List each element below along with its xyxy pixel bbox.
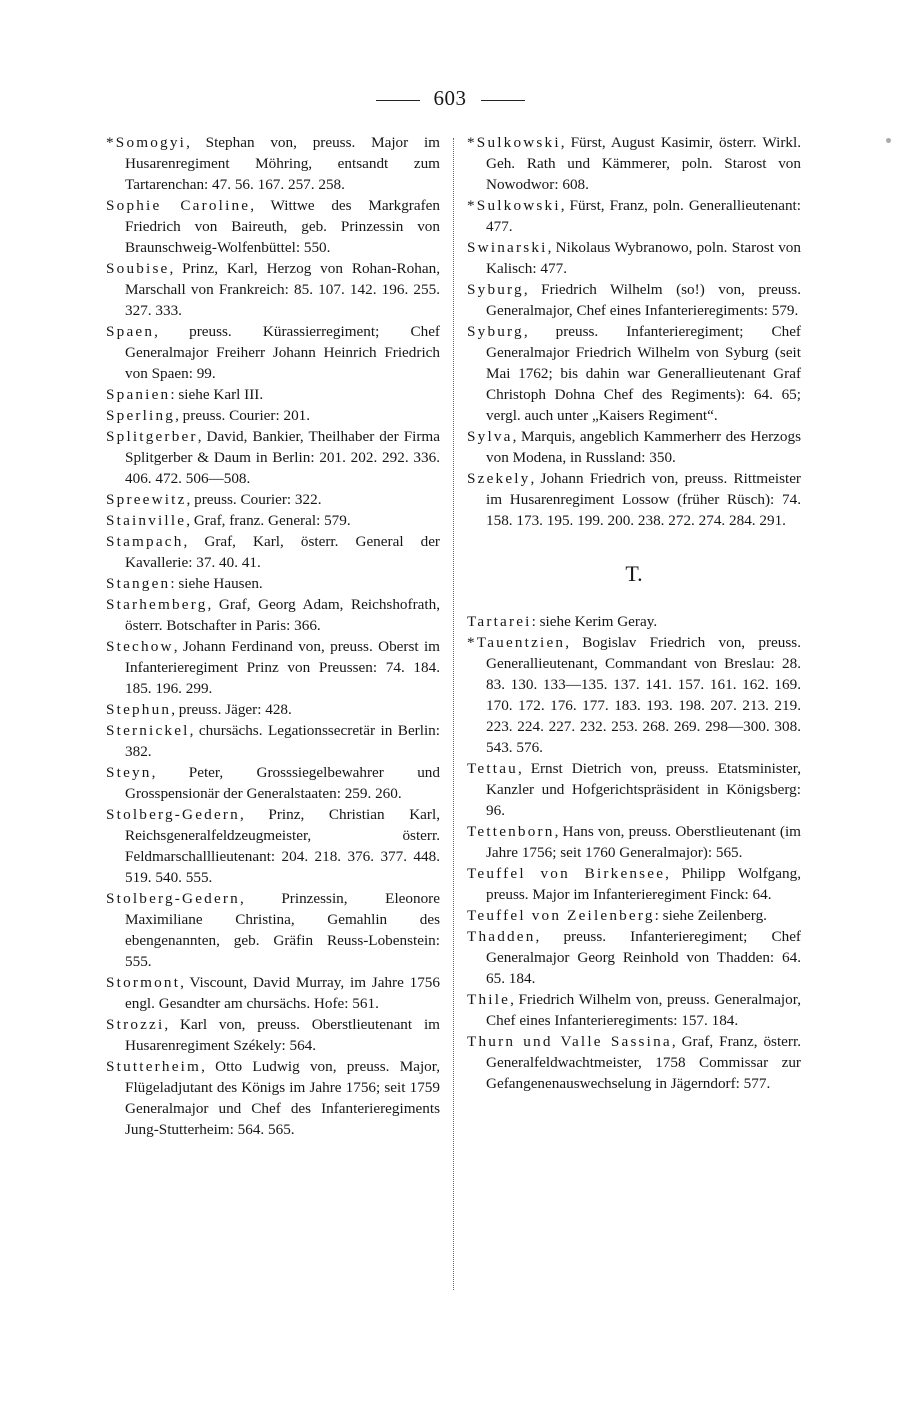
- entry-text: , Prinz, Karl, Herzog von Rohan-Rohan, Marschall von Frankreich: 85. 107. 142. 196. 255. 327. 333.: [125, 260, 440, 319]
- index-entry: [467, 195, 801, 237]
- index-entry: [467, 426, 801, 468]
- entry-text: , Otto Ludwig von, preuss. Major, Flügeladjutant des Königs im Jahre 1756; seit 1759 Generalmajor und Chef des Infanterieregiments Jung-Stutterheim: 564. 565.: [125, 1058, 440, 1138]
- entry-lemma: Spreewitz: [106, 491, 187, 508]
- entry-lemma: Stephun: [106, 701, 172, 718]
- entry-text: , Prinzessin, Eleonore Maximiliane Christina, Gemahlin des ebengenannten, geb. Gräfin Reuss-Lobenstein: 555.: [125, 890, 440, 970]
- index-entry: [467, 279, 801, 321]
- entry-lemma: Stangen: [106, 575, 171, 592]
- entry-lemma: Strozzi: [106, 1016, 165, 1033]
- entry-text: , Fürst, August Kasimir, österr. Wirkl. Geh. Rath und Kämmerer, poln. Starost von Nowodwor: 608.: [486, 134, 801, 193]
- entry-lemma: Sylva: [467, 428, 513, 445]
- index-entry: [467, 468, 801, 531]
- entry-text: , Friedrich Wilhelm von, preuss. Generalmajor, Chef eines Infanterieregiments: 157. 184.: [486, 991, 801, 1029]
- index-entry: [106, 573, 440, 594]
- index-entry: [467, 237, 801, 279]
- index-entry: [106, 426, 440, 489]
- index-entry: [106, 1014, 440, 1056]
- index-entry: [467, 632, 801, 758]
- index-entry: [106, 804, 440, 888]
- entry-lemma: Szekely: [467, 470, 531, 487]
- index-entry: [467, 821, 801, 863]
- entry-lemma: Thadden: [467, 928, 536, 945]
- index-entry: [467, 989, 801, 1031]
- entry-text: , Philipp Wolfgang, preuss. Major im Infanterieregiment Finck: 64.: [486, 865, 801, 903]
- index-entry: [467, 758, 801, 821]
- entry-text: , Fürst, Franz, poln. Generallieutenant: 477.: [486, 197, 801, 235]
- entry-lemma: Stormont: [106, 974, 181, 991]
- entry-lemma: Teuffel von Zeilenberg: [467, 907, 655, 924]
- index-entry: [106, 531, 440, 573]
- entry-text: , Viscount, David Murray, im Jahre 1756 engl. Gesandter am chursächs. Hofe: 561.: [125, 974, 440, 1012]
- index-entry: [467, 926, 801, 989]
- entry-lemma: Sophie Caroline: [106, 197, 251, 214]
- entry-text: , Graf, Georg Adam, Reichshofrath, österr. Botschafter in Paris: 366.: [125, 596, 440, 634]
- index-entry: [106, 636, 440, 699]
- index-entry: [106, 1056, 440, 1140]
- right-column-lower-entries: [467, 611, 801, 1094]
- entry-text: , preuss. Infanterieregiment; Chef Generalmajor Georg Reinhold von Thadden: 64. 65. 184.: [486, 928, 801, 987]
- index-entry: [467, 1031, 801, 1094]
- header-rule-right: [481, 100, 525, 101]
- entry-lemma: Splitgerber: [106, 428, 198, 445]
- entry-text: , Karl von, preuss. Oberstlieutenant im Husarenregiment Székely: 564.: [125, 1016, 440, 1054]
- entry-lemma: Thile: [467, 991, 511, 1008]
- entry-text: , Peter, Grosssiegelbewahrer und Grosspensionär der Generalstaaten: 259. 260.: [125, 764, 440, 802]
- entry-lemma: Stutterheim: [106, 1058, 202, 1075]
- entry-text: , Nikolaus Wybranowo, poln. Starost von Kalisch: 477.: [486, 239, 801, 277]
- entry-lemma: Starhemberg: [106, 596, 208, 613]
- header-rule-left: [376, 100, 420, 101]
- entry-lemma: Syburg: [467, 323, 524, 340]
- entry-lemma: Stolberg-Gedern: [106, 890, 240, 907]
- entry-text: , Graf, Franz, österr. Generalfeldwachtmeister, 1758 Commissar zur Gefangenenauswechselung in Jägerndorf: 577.: [486, 1033, 801, 1092]
- index-entry: [106, 489, 440, 510]
- column-divider: [453, 138, 454, 1290]
- index-entry: [467, 611, 801, 632]
- entry-text: , Graf, Karl, österr. General der Kavallerie: 37. 40. 41.: [125, 533, 440, 571]
- entry-lemma: *Tauentzien: [467, 634, 566, 651]
- index-entry: [467, 905, 801, 926]
- entry-text: : siehe Hausen.: [170, 575, 263, 592]
- entry-text: , Friedrich Wilhelm (so!) von, preuss. Generalmajor, Chef eines Infanterieregiments: 579.: [486, 281, 801, 319]
- entry-lemma: *Sulkowski: [467, 134, 561, 151]
- entry-text: : siehe Zeilenberg.: [654, 907, 767, 924]
- entry-text: , Bogislav Friedrich von, preuss. Generallieutenant, Commandant von Breslau: 28. 83. 130. 133—135. 137. 141. 157. 161. 162. 169. 170. 172. 176. 177. 183. 193. 198. 207. 213. 219. 223. 224. 227. 232. 253. 268. 269. 298—300. 308. 543. 576.: [486, 634, 801, 756]
- index-entry: [106, 888, 440, 972]
- entry-lemma: Sternickel: [106, 722, 190, 739]
- right-column: [467, 132, 801, 1094]
- entry-text: , David, Bankier, Theilhaber der Firma Splitgerber & Daum in Berlin: 201. 202. 292. 336. 406. 472. 506—508.: [125, 428, 440, 487]
- entry-text: , Johann Friedrich von, preuss. Rittmeister im Husarenregiment Lossow (früher Rüsch): 74. 158. 173. 195. 199. 200. 238. 272. 274. 284. 291.: [486, 470, 801, 529]
- index-entry: [106, 972, 440, 1014]
- entry-text: : siehe Karl III.: [170, 386, 264, 403]
- index-entry: [106, 132, 440, 195]
- index-entry: [106, 258, 440, 321]
- entry-text: , Stephan von, preuss. Major im Husarenregiment Möhring, entsandt zum Tartarenchan: 47. 56. 167. 257. 258.: [125, 134, 440, 193]
- index-entry: [106, 321, 440, 384]
- entry-text: , Johann Ferdinand von, preuss. Oberst im Infanterieregiment Prinz von Preussen: 74. 184. 185. 196. 299.: [125, 638, 440, 697]
- entry-lemma: Stolberg-Gedern: [106, 806, 240, 823]
- entry-text: , Prinz, Christian Karl, Reichsgeneralfeldzeugmeister, österr. Feldmarschalllieutenant: 204. 218. 376. 377. 448. 519. 540. 555.: [125, 806, 440, 886]
- entry-lemma: Tettau: [467, 760, 518, 777]
- index-entry: [106, 594, 440, 636]
- entry-lemma: Sperling: [106, 407, 176, 424]
- entry-lemma: Tettenborn: [467, 823, 555, 840]
- entry-text: , preuss. Infanterieregiment; Chef Generalmajor Friedrich Wilhelm von Syburg (seit Mai 1762; bis dahin war Generallieutenant Graf Christoph Dohna Chef des Regiments): 64. 65; vergl. auch unter „Kaisers Regiment“.: [486, 323, 801, 424]
- entry-lemma: Stechow: [106, 638, 174, 655]
- entry-text: , Graf, franz. General: 579.: [186, 512, 351, 529]
- index-entry: [106, 510, 440, 531]
- entry-lemma: Spanien: [106, 386, 171, 403]
- entry-text: , Wittwe des Markgrafen Friedrich von Baireuth, geb. Prinzessin von Braunschweig-Wolfenbüttel: 550.: [125, 197, 441, 256]
- entry-text: , Marquis, angeblich Kammerherr des Herzogs von Modena, in Russland: 350.: [486, 428, 801, 466]
- entry-lemma: Syburg: [467, 281, 524, 298]
- entry-lemma: Spaen: [106, 323, 155, 340]
- entry-lemma: Steyn: [106, 764, 152, 781]
- index-entry: [467, 132, 801, 195]
- entry-lemma: Stampach: [106, 533, 184, 550]
- page-number: 603: [433, 86, 467, 110]
- index-entry: [106, 195, 440, 258]
- entry-text: , preuss. Jäger: 428.: [171, 701, 292, 718]
- index-entry: [467, 863, 801, 905]
- index-entry: [106, 720, 440, 762]
- entry-text: , preuss. Kürassierregiment; Chef Generalmajor Freiherr Johann Heinrich Friedrich von Spaen: 99.: [125, 323, 440, 382]
- left-column: [106, 132, 440, 1140]
- entry-text: , chursächs. Legationssecretär in Berlin: 382.: [125, 722, 440, 760]
- entry-lemma: *Sulkowski: [467, 197, 561, 214]
- entry-lemma: *Somogyi: [106, 134, 187, 151]
- entry-text: : siehe Kerim Geray.: [531, 613, 658, 630]
- index-entry: [106, 405, 440, 426]
- entry-lemma: Stainville: [106, 512, 187, 529]
- entry-text: , preuss. Courier: 322.: [186, 491, 322, 508]
- index-entry: [106, 762, 440, 804]
- entry-lemma: Tartarei: [467, 613, 532, 630]
- entry-text: , Hans von, preuss. Oberstlieutenant (im Jahre 1756; seit 1760 Generalmajor): 565.: [486, 823, 801, 861]
- entry-lemma: Swinarski: [467, 239, 548, 256]
- entry-text: , Ernst Dietrich von, preuss. Etatsminister, Kanzler und Hofgerichtspräsident in Königsberg: 96.: [486, 760, 801, 819]
- section-letter-heading: T.: [625, 561, 643, 586]
- entry-lemma: Thurn und Valle Sassina: [467, 1033, 672, 1050]
- index-entry: [106, 699, 440, 720]
- page-speck: [886, 138, 891, 143]
- index-entry: [467, 321, 801, 426]
- entry-lemma: Teuffel von Birkensee: [467, 865, 666, 882]
- entry-text: , preuss. Courier: 201.: [175, 407, 311, 424]
- index-entry: [106, 384, 440, 405]
- entry-lemma: Soubise: [106, 260, 170, 277]
- page-header: [0, 86, 900, 111]
- right-column-upper-entries: [467, 132, 801, 531]
